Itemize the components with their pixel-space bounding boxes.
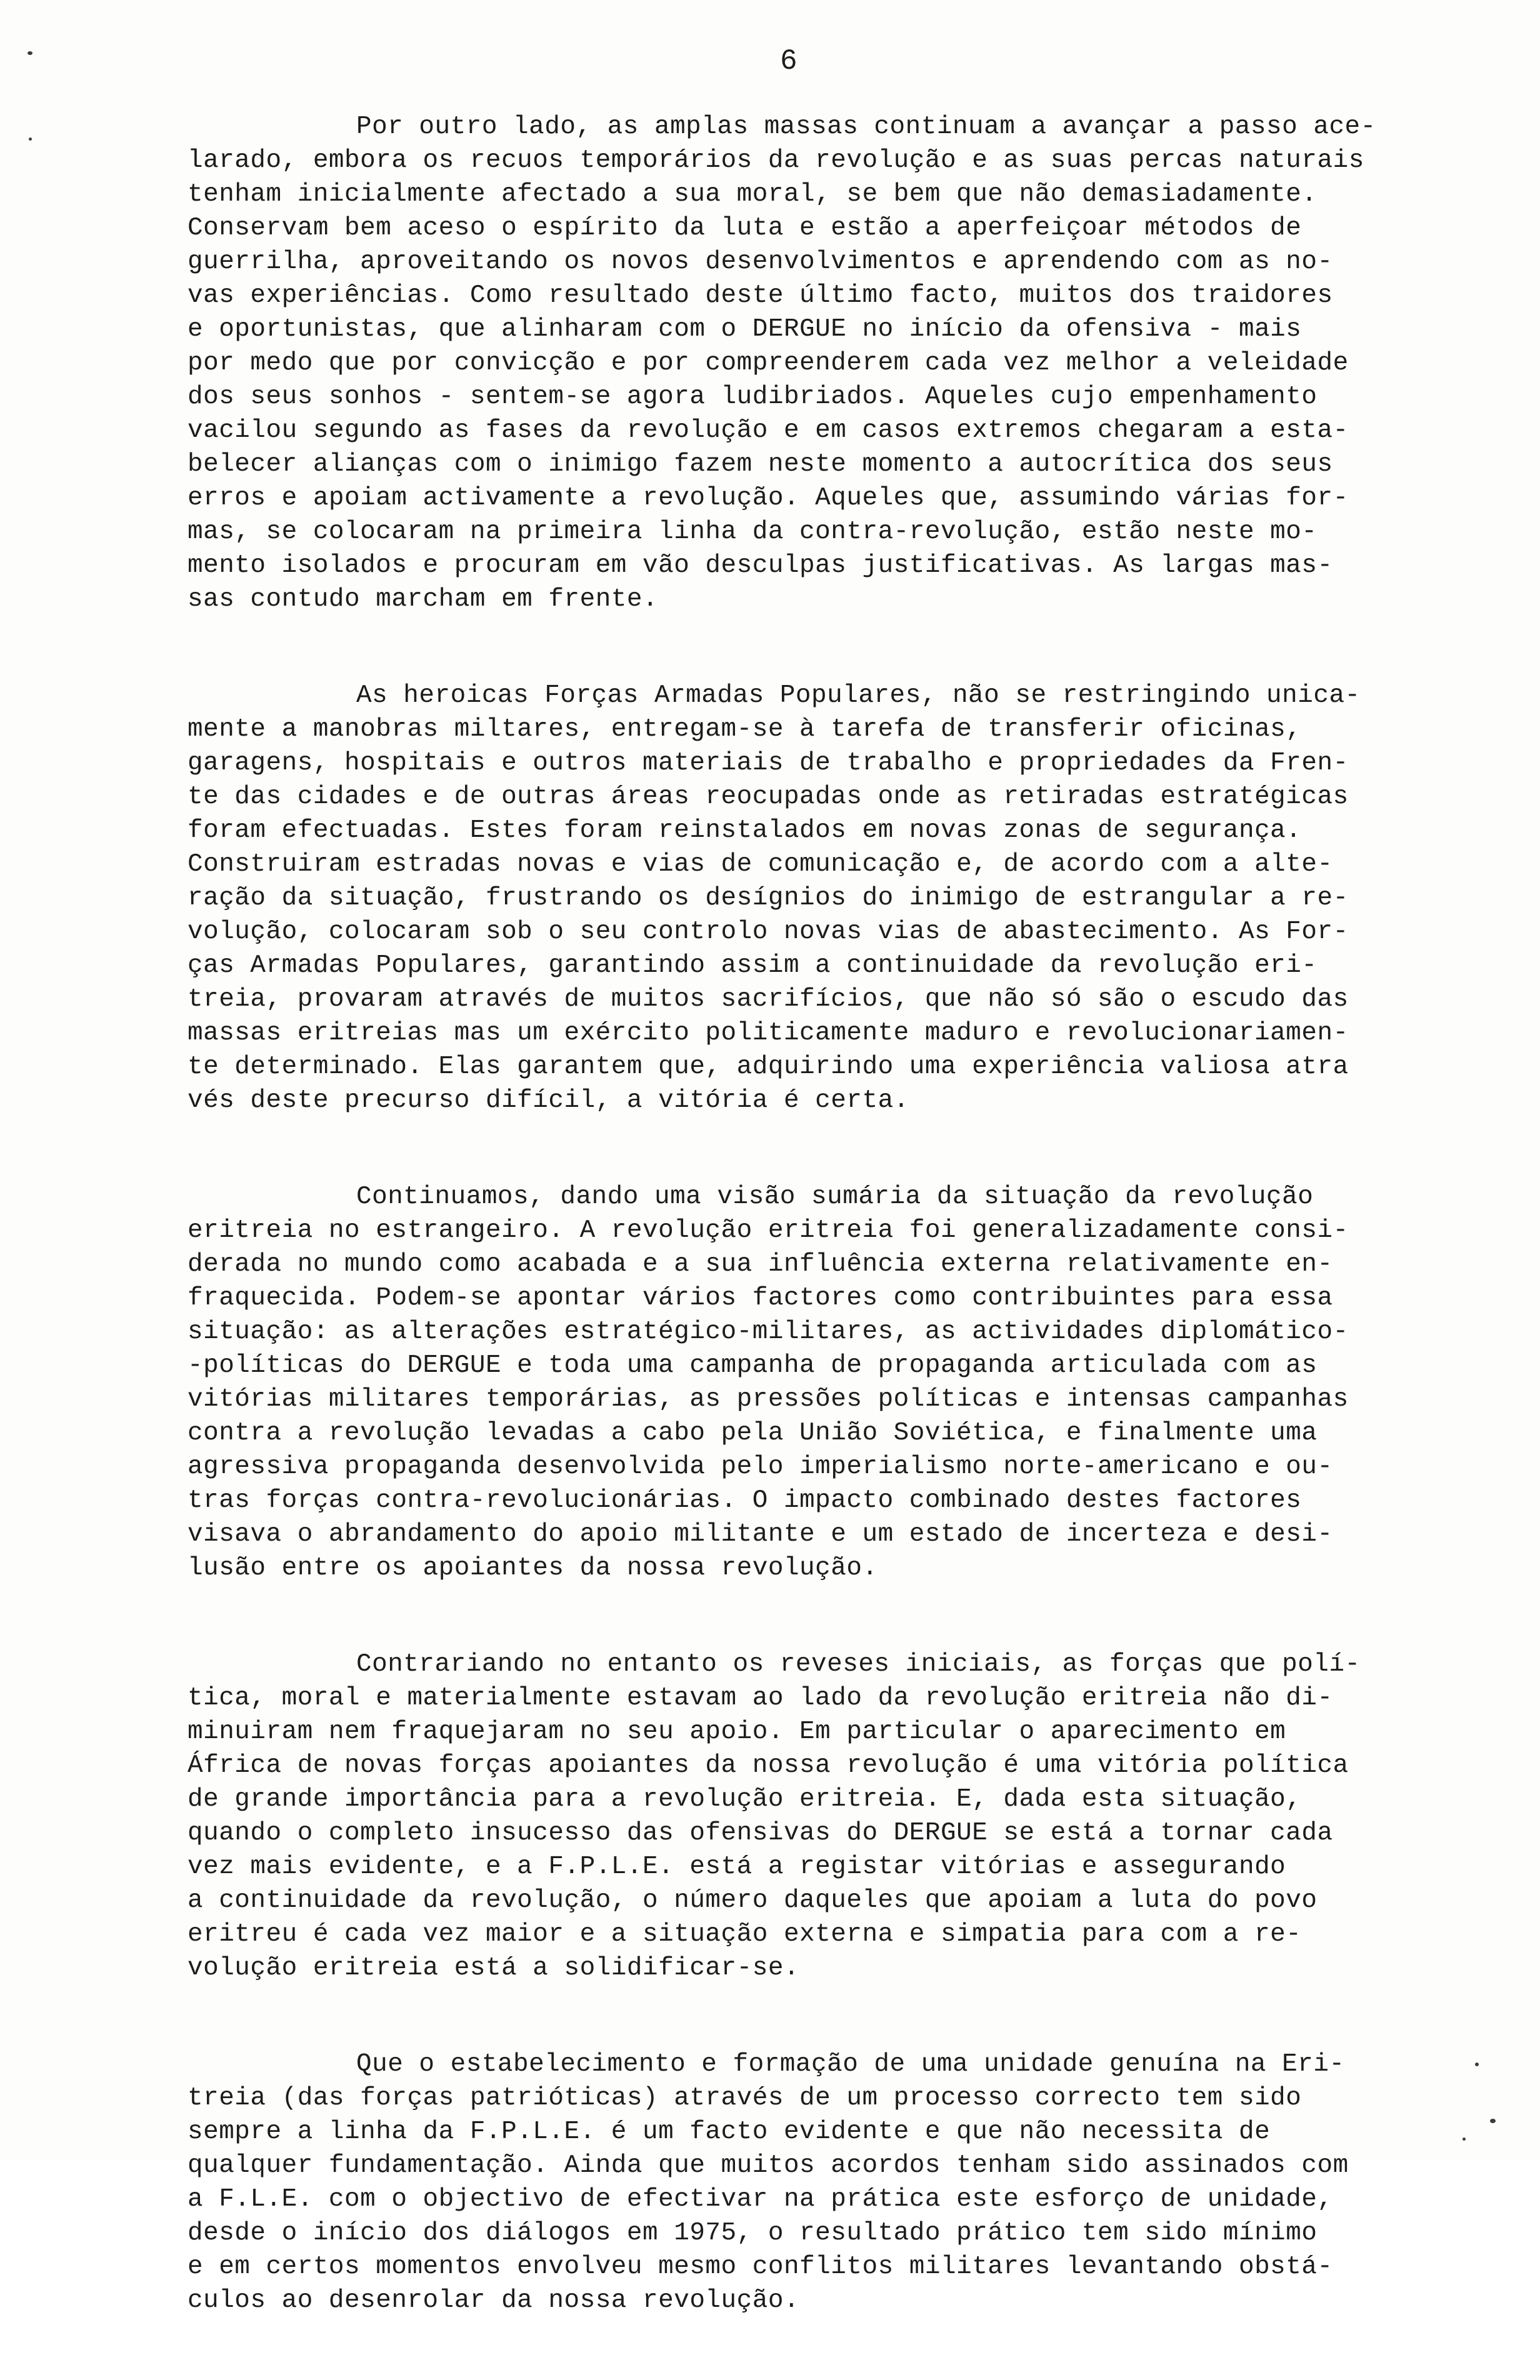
paragraph: [188, 1180, 1431, 1585]
text-line: derada no mundo como acabada e a sua influência externa relativamente en-: [188, 1250, 1333, 1279]
text-line: larado, embora os recuos temporários da revolução e as suas percas naturais: [188, 146, 1364, 175]
text-line: de grande importância para a revolução eritreia. E, dada esta situação,: [188, 1785, 1302, 1814]
text-line: visava o abrandamento do apoio militante e um estado de incerteza e desi-: [188, 1520, 1333, 1549]
text-line: belecer alianças com o inimigo fazem neste momento a autocrítica dos seus: [188, 450, 1333, 479]
text-line: e oportunistas, que alinharam com o DERGUE no início da ofensiva - mais: [188, 315, 1302, 344]
text-line: treia, provaram através de muitos sacrifícios, que não só são o escudo das: [188, 985, 1349, 1014]
scan-speck: [29, 138, 32, 141]
paragraph: [188, 1648, 1431, 1985]
text-line: foram efectuadas. Estes foram reinstalados em novas zonas de segurança.: [188, 816, 1302, 845]
scan-speck: [1475, 2062, 1479, 2066]
text-line: Por outro lado, as amplas massas continuam a avançar a passo ace-: [356, 112, 1376, 141]
text-line: erros e apoiam activamente a revolução. Aqueles que, assumindo várias for-: [188, 484, 1349, 512]
text-line: agressiva propaganda desenvolvida pelo imperialismo norte-americano e ou-: [188, 1452, 1333, 1481]
text-line: vacilou segundo as fases da revolução e em casos extremos chegaram a esta-: [188, 416, 1349, 445]
text-line: Conservam bem aceso o espírito da luta e estão a aperfeiçoar métodos de: [188, 214, 1302, 242]
paragraph: [188, 2048, 1431, 2318]
scan-speck: [1490, 2119, 1496, 2123]
text-line: sempre a linha da F.P.L.E. é um facto evidente e que não necessita de: [188, 2118, 1271, 2146]
scan-speck: [1462, 2138, 1466, 2141]
text-line: lusão entre os apoiantes da nossa revolução.: [188, 1554, 878, 1582]
text-line: volução eritreia está a solidificar-se.: [188, 1954, 800, 1982]
text-line: Continuamos, dando uma visão sumária da situação da revolução: [356, 1182, 1314, 1211]
text-line: desde o início dos diálogos em 1975, o resultado prático tem sido mínimo: [188, 2219, 1318, 2248]
text-line: por medo que por convicção e por compreenderem cada vez melhor a veleidade: [188, 349, 1349, 378]
text-line: massas eritreias mas um exército politicamente maduro e revolucionariamen-: [188, 1019, 1349, 1048]
text-line: a continuidade da revolução, o número daqueles que apoiam a luta do povo: [188, 1886, 1318, 1915]
text-line: vez mais evidente, e a F.P.L.E. está a registar vitórias e assegurando: [188, 1852, 1286, 1881]
text-line: minuiram nem fraquejaram no seu apoio. Em particular o aparecimento em: [188, 1718, 1286, 1746]
text-line: Contrariando no entanto os reveses iniciais, as forças que polí-: [356, 1650, 1361, 1679]
paragraph: [188, 110, 1431, 616]
text-line: mento isolados e procuram em vão desculpas justificativas. As largas mas-: [188, 551, 1333, 580]
text-line: guerrilha, aproveitando os novos desenvolvimentos e aprendendo com as no-: [188, 248, 1333, 276]
text-line: garagens, hospitais e outros materiais de trabalho e propriedades da Fren-: [188, 749, 1349, 778]
text-line: As heroicas Forças Armadas Populares, não se restringindo unica-: [356, 681, 1361, 710]
text-line: culos ao desenrolar da nossa revolução.: [188, 2286, 800, 2315]
text-line: contra a revolução levadas a cabo pela União Soviética, e finalmente uma: [188, 1419, 1318, 1448]
text-line: quando o completo insucesso das ofensivas do DERGUE se está a tornar cada: [188, 1819, 1333, 1848]
text-line: mas, se colocaram na primeira linha da contra-revolução, estão neste mo-: [188, 518, 1318, 546]
text-line: vitórias militares temporárias, as pressões políticas e intensas campanhas: [188, 1385, 1349, 1414]
text-line: eritreu é cada vez maior e a situação externa e simpatia para com a re-: [188, 1920, 1302, 1949]
text-line: África de novas forças apoiantes da nossa revolução é uma vitória política: [188, 1751, 1349, 1780]
text-line: e em certos momentos envolveu mesmo conflitos militares levantando obstá-: [188, 2252, 1333, 2281]
text-line: tica, moral e materialmente estavam ao lado da revolução eritreia não di-: [188, 1684, 1333, 1712]
text-line: tras forças contra-revolucionárias. O impacto combinado destes factores: [188, 1486, 1302, 1515]
body-text: [188, 110, 1431, 2380]
text-line: situação: as alterações estratégico-militares, as actividades diplomático-: [188, 1318, 1349, 1346]
text-line: te determinado. Elas garantem que, adquirindo uma experiência valiosa atra: [188, 1052, 1349, 1081]
text-line: a F.L.E. com o objectivo de efectivar na prática este esforço de unidade,: [188, 2185, 1333, 2214]
text-line: Que o estabelecimento e formação de uma unidade genuína na Eri-: [356, 2050, 1345, 2079]
page-number: 6: [780, 45, 798, 78]
text-line: dos seus sonhos - sentem-se agora ludibriados. Aqueles cujo empenhamento: [188, 382, 1318, 411]
text-line: ças Armadas Populares, garantindo assim a continuidade da revolução eri-: [188, 951, 1318, 980]
text-line: vas experiências. Como resultado deste último facto, muitos dos traidores: [188, 281, 1333, 310]
scan-speck: [28, 51, 32, 55]
text-line: fraquecida. Podem-se apontar vários factores como contribuintes para essa: [188, 1284, 1333, 1312]
text-line: treia (das forças patrióticas) através de um processo correcto tem sido: [188, 2084, 1302, 2112]
text-line: sas contudo marcham em frente.: [188, 585, 659, 614]
text-line: ração da situação, frustrando os desígnios do inimigo de estrangular a re-: [188, 884, 1349, 912]
text-line: te das cidades e de outras áreas reocupadas onde as retiradas estratégicas: [188, 782, 1349, 811]
text-line: Construiram estradas novas e vias de comunicação e, de acordo com a alte-: [188, 850, 1333, 879]
text-line: eritreia no estrangeiro. A revolução eritreia foi generalizadamente consi-: [188, 1216, 1349, 1245]
text-line: qualquer fundamentação. Ainda que muitos acordos tenham sido assinados com: [188, 2151, 1349, 2180]
text-line: volução, colocaram sob o seu controlo novas vias de abastecimento. As For-: [188, 918, 1349, 946]
text-line: vés deste precurso difícil, a vitória é certa.: [188, 1086, 909, 1115]
text-line: tenham inicialmente afectado a sua moral, se bem que não demasiadamente.: [188, 180, 1318, 209]
paragraph: [188, 679, 1431, 1118]
text-line: mente a manobras miltares, entregam-se à tarefa de transferir oficinas,: [188, 715, 1302, 744]
text-line: -políticas do DERGUE e toda uma campanha de propaganda articulada com as: [188, 1351, 1318, 1380]
